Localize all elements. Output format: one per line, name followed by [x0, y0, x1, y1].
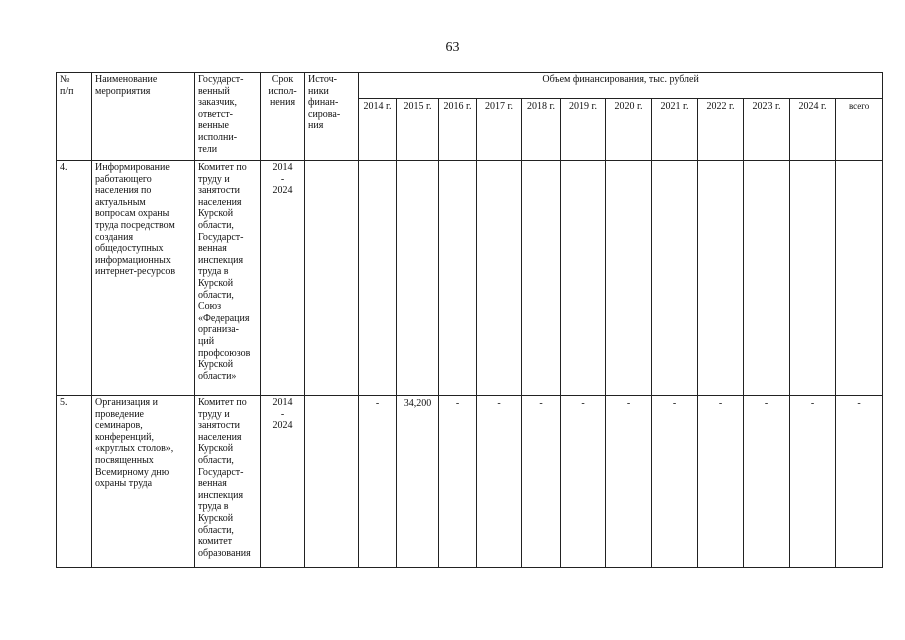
header-year: 2021 г. [652, 99, 698, 161]
row-term: 2014 - 2024 [261, 396, 305, 568]
row-num: 5. [57, 396, 92, 568]
row-name: Информирование работающего населения по актуальным вопросам охраны труда посредством создания общедоступных информационных интернет-ресурсов [92, 161, 195, 396]
row-value [652, 161, 698, 396]
row-value [561, 161, 606, 396]
row-value [359, 161, 397, 396]
row-term: 2014 - 2024 [261, 161, 305, 396]
header-customer: Государст- венный заказчик, ответст- венные исполни- тели [195, 73, 261, 161]
row-value: - [790, 396, 836, 568]
header-row-1 [57, 73, 883, 99]
header-name: Наименование мероприятия [92, 73, 195, 161]
header-total: всего [836, 99, 883, 161]
header-num: № п/п [57, 73, 92, 161]
row-value [522, 161, 561, 396]
row-value [439, 161, 477, 396]
row-num: 4. [57, 161, 92, 396]
row-value: - [652, 396, 698, 568]
row-value: - [606, 396, 652, 568]
header-term: Срок испол- нения [261, 73, 305, 161]
row-value: - [744, 396, 790, 568]
row-value [397, 161, 439, 396]
row-value [606, 161, 652, 396]
header-year: 2018 г. [522, 99, 561, 161]
row-value: - [477, 396, 522, 568]
row-sources [305, 396, 359, 568]
financing-table [56, 72, 883, 568]
row-value [698, 161, 744, 396]
row-name: Организация и проведение семинаров, конференций, «круглых столов», посвященных Всемирному дню охраны труда [92, 396, 195, 568]
header-year: 2017 г. [477, 99, 522, 161]
header-year: 2019 г. [561, 99, 606, 161]
row-sources [305, 161, 359, 396]
row-customer: Комитет по труду и занятости населения Курской области, Государст- венная инспекция труда в Курской области, Союз «Федерация организа- ций профсоюзов Курской области» [195, 161, 261, 396]
row-total [836, 161, 883, 396]
header-sources: Источ- ники финан- сирова- ния [305, 73, 359, 161]
row-value: 34,200 [397, 396, 439, 568]
header-year: 2014 г. [359, 99, 397, 161]
header-year: 2024 г. [790, 99, 836, 161]
header-year: 2020 г. [606, 99, 652, 161]
row-total: - [836, 396, 883, 568]
table-row [57, 396, 883, 568]
row-value [744, 161, 790, 396]
header-year: 2022 г. [698, 99, 744, 161]
row-value: - [522, 396, 561, 568]
row-value: - [561, 396, 606, 568]
header-year: 2015 г. [397, 99, 439, 161]
header-financing-title: Объем финансирования, тыс. рублей [359, 73, 883, 99]
row-value [790, 161, 836, 396]
row-customer: Комитет по труду и занятости населения Курской области, Государст- венная инспекция труда в Курской области, комитет образования [195, 396, 261, 568]
row-value: - [359, 396, 397, 568]
row-value: - [698, 396, 744, 568]
row-value [477, 161, 522, 396]
page-number: 63 [445, 40, 460, 55]
row-value: - [439, 396, 477, 568]
header-year: 2023 г. [744, 99, 790, 161]
table-row [57, 161, 883, 396]
header-year: 2016 г. [439, 99, 477, 161]
